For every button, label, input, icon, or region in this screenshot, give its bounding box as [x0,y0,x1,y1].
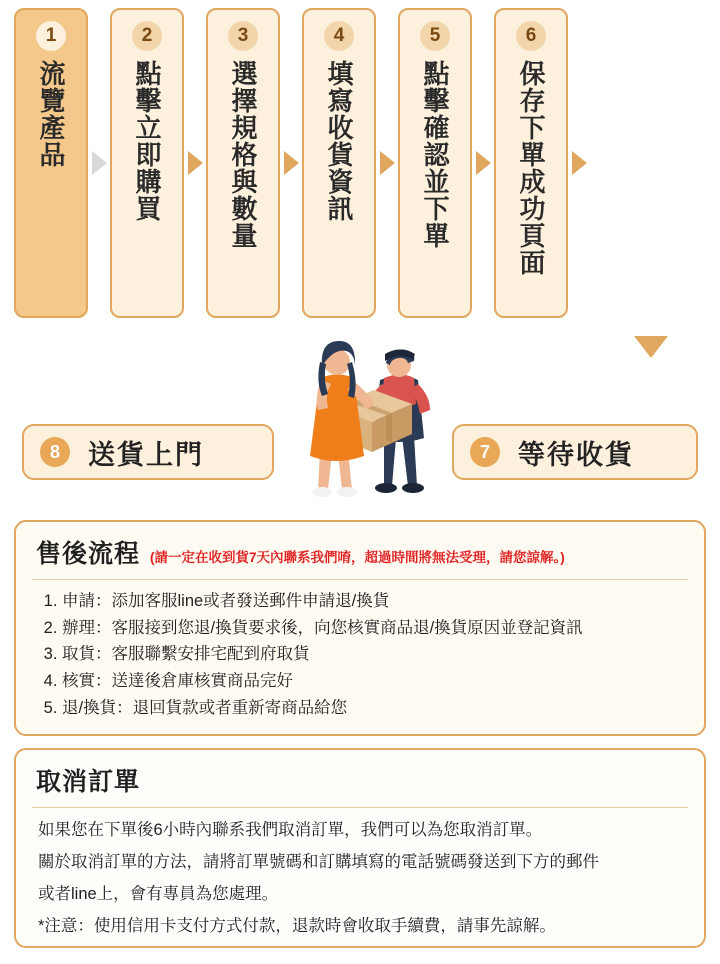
after-sales-title: 售後流程 [36,540,141,568]
step-number: 8 [40,437,70,467]
list-item: 1. 申請：添加客服line或者發送郵件申請退/換貨 [62,588,686,615]
list-item: 4. 核實：送達後倉庫核實商品完好 [62,668,686,695]
flow-arrow-icon [472,8,494,318]
flow-arrow-icon [280,8,302,318]
divider [32,579,688,580]
step-label: 選擇規格與數量 [228,60,259,249]
list-item: 3. 取貨：客服聯繫安排宅配到府取貨 [62,641,686,668]
step-label: 送貨上門 [88,439,204,470]
step-number: 7 [470,437,500,467]
delivery-illustration [276,318,466,508]
flow-down-arrow-icon [634,336,668,358]
flow-step-3 [206,8,280,318]
cancel-order-line: 關於取消訂單的方法，請將訂單號碼和訂購填寫的電話號碼發送到下方的郵件 [38,853,599,872]
after-sales-note: (請一定在收到貨7天內聯系我們唷，超過時間將無法受理，請您諒解。) [150,550,565,565]
step-label: 點擊立即購買 [132,60,163,222]
cancel-order-body [16,808,704,939]
flow-step-1 [14,8,88,318]
after-sales-panel [14,520,706,736]
list-item: 5. 退/換貨：退回貨款或者重新寄商品給您 [62,695,686,722]
flow-step-5 [398,8,472,318]
flow-arrow-icon [568,8,590,318]
cancel-order-title: 取消訂單 [36,768,141,796]
flow-step-2 [110,8,184,318]
step-number: 3 [228,21,258,51]
flow-step-6 [494,8,568,318]
cancel-order-line: *注意：使用信用卡支付方式付款，退款時會收取手續費，請事先諒解。 [38,917,556,936]
step-number: 1 [36,21,66,51]
flow-arrow-icon [184,8,206,318]
step-number: 5 [420,21,450,51]
step-number: 6 [516,21,546,51]
flow-step-8 [22,424,274,480]
flow-arrow-icon [376,8,398,318]
cancel-order-header [16,750,704,798]
step-number: 4 [324,21,354,51]
step-label: 流覽產品 [36,60,67,168]
flow-step-4 [302,8,376,318]
process-flow [14,8,714,328]
step-label: 填寫收貨資訊 [324,60,355,222]
step-number: 2 [132,21,162,51]
cancel-order-panel [14,748,706,948]
step-label: 點擊確認並下單 [420,60,451,249]
list-item: 2. 辦理：客服接到您退/換貨要求後，向您核實商品退/換貨原因並登記資訊 [62,615,686,642]
step-label: 等待收貨 [518,439,634,470]
flow-step-7 [452,424,698,480]
after-sales-list [16,588,704,722]
cancel-order-line: 或者line上，會有專員為您處理。 [38,885,279,904]
step-label: 保存下單成功頁面 [516,60,547,276]
flow-arrow-icon [88,8,110,318]
cancel-order-line: 如果您在下單後6小時內聯系我們取消訂單，我們可以為您取消訂單。 [38,821,543,839]
after-sales-header [16,522,704,570]
